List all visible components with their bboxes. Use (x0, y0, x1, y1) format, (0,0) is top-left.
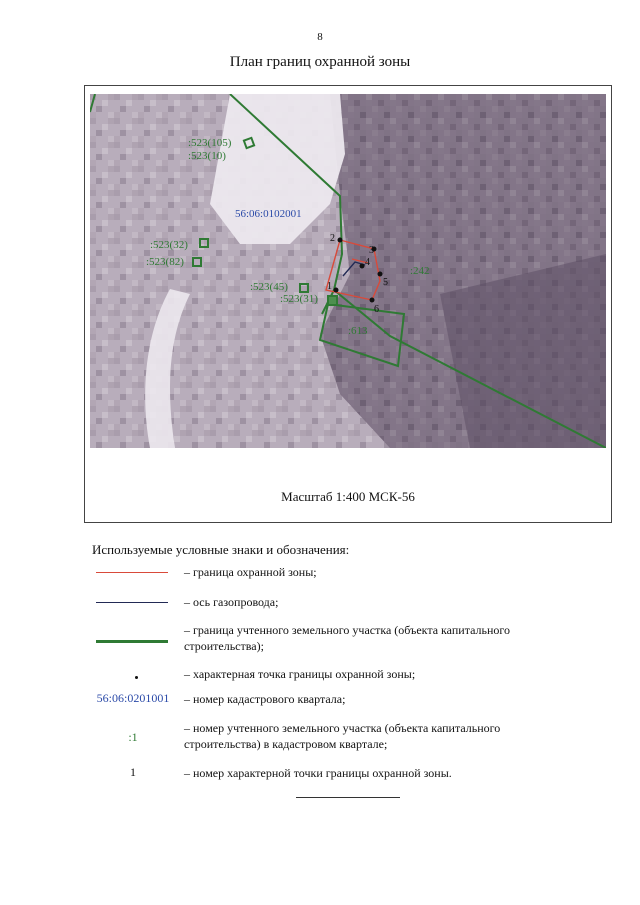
boundary-point (360, 264, 365, 269)
legend-item-label: – номер характерной точки границы охранной зоны. (184, 766, 452, 780)
point-number: 1 (327, 281, 332, 292)
bottom-divider (296, 797, 400, 798)
point-number: 5 (383, 277, 388, 288)
parcel-label: :523(10) (188, 150, 226, 162)
parcel-number-sample: :1 (128, 730, 138, 744)
dot-icon (92, 666, 174, 686)
parcel-label: :523(82) (146, 256, 184, 268)
legend-item-land-parcel (88, 622, 558, 658)
red-line-icon (92, 564, 174, 584)
parcel-label: :242 (410, 265, 430, 277)
point-number: 2 (330, 233, 335, 244)
legend-item-label: – характерная точка границы охранной зоны; (184, 667, 416, 681)
parcel-label: :523(32) (150, 239, 188, 251)
legend-item-point-number (88, 765, 558, 801)
point-number: 3 (369, 245, 374, 256)
boundary-point (370, 298, 375, 303)
legend-title: Используемые условные знаки и обозначения: (92, 542, 350, 557)
point-number-sample: 1 (130, 765, 136, 779)
page-number: 8 (317, 31, 323, 43)
legend-item-label: – ось газопровода; (184, 595, 279, 609)
point-number: 4 (365, 257, 370, 268)
boundary-point (338, 238, 343, 243)
legend-item-label: – номер учтенного земельного участка (объекта капитального строительства) в кадастровом квартале; (184, 721, 501, 751)
parcel-small (328, 296, 337, 305)
map-svg (90, 94, 606, 448)
quarter-number-sample: 56:06:0201001 (96, 691, 170, 705)
legend-item-label: – номер кадастрового квартала; (184, 692, 346, 706)
point-number: 6 (374, 304, 379, 315)
parcel-label: :523(45) (250, 281, 288, 293)
quarter-label: 56:06:0102001 (235, 208, 302, 220)
legend-item-label: – граница охранной зоны; (184, 565, 317, 579)
legend-item-parcel-number (88, 720, 558, 756)
legend-item-label: – граница учтенного земельного участка (объекта капитального строительства); (184, 623, 511, 653)
parcel-label: :523(31) (280, 293, 318, 305)
navy-line-icon (92, 594, 174, 614)
boundary-point (378, 272, 383, 277)
parcel-label: :523(105) (188, 137, 232, 149)
scale-caption: Масштаб 1:400 МСК-56 (281, 489, 415, 504)
map-canvas[interactable] (90, 94, 606, 448)
boundary-point (334, 288, 339, 293)
parcel-label: :613 (348, 325, 368, 337)
page-title: План границ охранной зоны (229, 54, 411, 70)
green-line-icon (92, 622, 174, 642)
